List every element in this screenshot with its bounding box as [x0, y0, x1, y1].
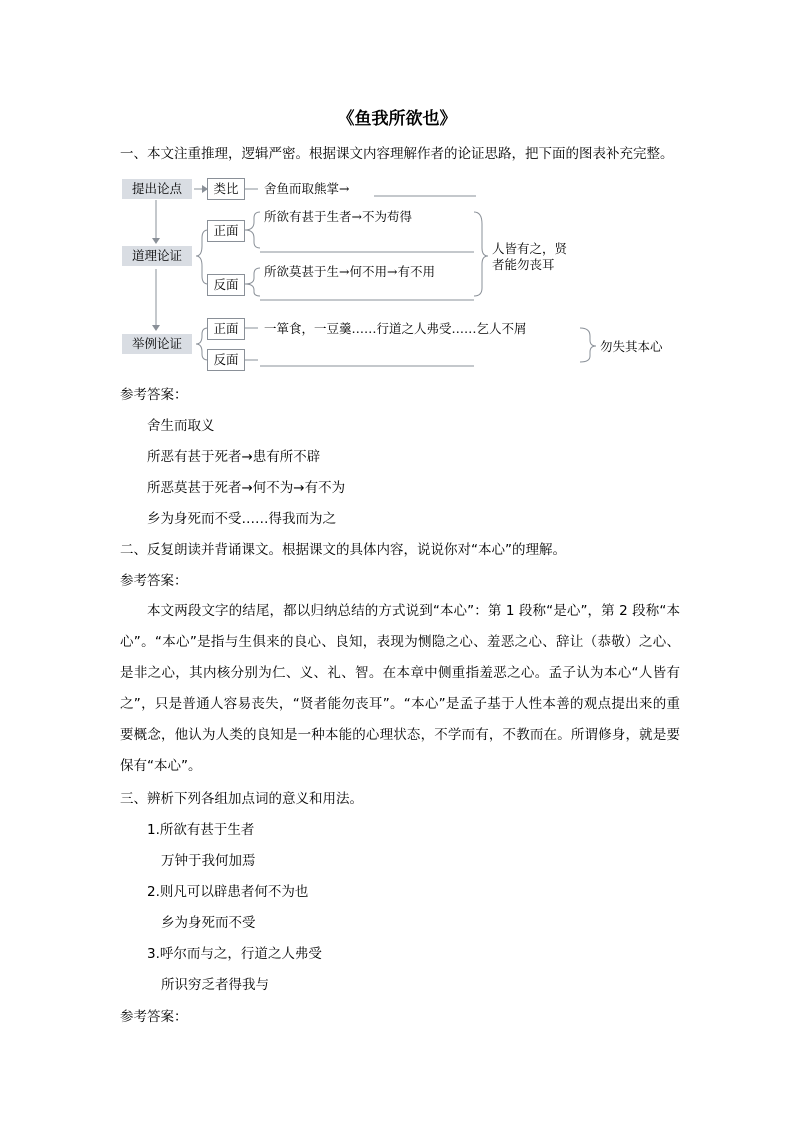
daoli-fan-text: 所欲莫甚于生→何不用→有不用 [264, 264, 435, 279]
node-daoli-fanmian: 反面 [207, 274, 245, 296]
daoli-zheng-text: 所欲有甚于生者→不为苟得 [264, 209, 412, 224]
node-daoli-lunzheng: 道理论证 [122, 246, 192, 266]
node-tichu-lundian: 提出论点 [122, 179, 192, 199]
node-juli-lunzheng: 举例论证 [122, 334, 192, 354]
leibi-text: 舍鱼而取熊掌→ [264, 181, 350, 196]
q2-question: 二、反复朗读并背诵课文。根据课文的具体内容，说说你对“本心”的理解。 [120, 542, 566, 558]
brace-text-3: 勿失其本心 [600, 339, 663, 354]
juli-zheng-text: 一箪食，一豆羹……行道之人弗受……乞人不屑 [264, 321, 527, 336]
q3-item-2a: 2.则凡可以辟患者何不为也 [147, 884, 309, 900]
brace-text-2: 者能勿丧耳 [492, 257, 555, 272]
q1-answer-1: 舍生而取义 [147, 418, 215, 434]
q3-item-2b: 乡为身死而不受 [161, 915, 256, 931]
q1-question: 一、本文注重推理，逻辑严密。根据课文内容理解作者的论证思路，把下面的图表补充完整。 [120, 146, 674, 162]
node-daoli-zhengmian: 正面 [207, 220, 245, 242]
node-juli-zhengmian: 正面 [207, 318, 245, 340]
q3-answer-label: 参考答案： [120, 1009, 188, 1025]
q3-item-3a: 3.呼尔而与之，行道之人弗受 [147, 946, 322, 962]
q1-answer-2: 所恶有甚于死者→患有所不辟 [147, 449, 321, 465]
page-title: 《鱼我所欲也》 [337, 109, 457, 129]
q3-question: 三、辨析下列各组加点词的意义和用法。 [120, 791, 363, 807]
q3-item-3b: 所识穷乏者得我与 [161, 977, 269, 993]
node-leibi: 类比 [207, 178, 245, 200]
q1-answer-3: 所恶莫甚于死者→何不为→有不为 [147, 480, 346, 496]
q2-answer-label: 参考答案： [120, 573, 188, 589]
q2-answer: 本文两段文字的结尾，都以归纳总结的方式说到“本心”：第 1 段称“是心”，第 2 段称“本心”。“本心”是指与生俱来的良心、良知，表现为恻隐之心、羞恶之心、辞让（恭敬）之心、是非之心，其内核分别为仁、义、礼、智。在本章中侧重指羞恶之心。孟子认为本心“人皆有之”，只是普通人容易丧失，“贤者能勿丧耳”。“本心”是孟子基于人性本善的观点提出来的重要概念，他认为人类的良知是一种本能的心理状态，不学而有，不教而在。所谓修身，就是要保有“本心”。 [120, 603, 680, 774]
node-juli-fanmian: 反面 [207, 349, 245, 371]
argument-diagram [118, 170, 698, 375]
q1-answer-label: 参考答案： [120, 387, 188, 403]
q3-item-1b: 万钟于我何加焉 [161, 853, 256, 869]
q1-answer-4: 乡为身死而不受……得我而为之 [147, 511, 336, 527]
q3-item-1a: 1.所欲有甚于生者 [147, 822, 255, 838]
brace-text-1: 人皆有之，贤 [492, 241, 568, 256]
